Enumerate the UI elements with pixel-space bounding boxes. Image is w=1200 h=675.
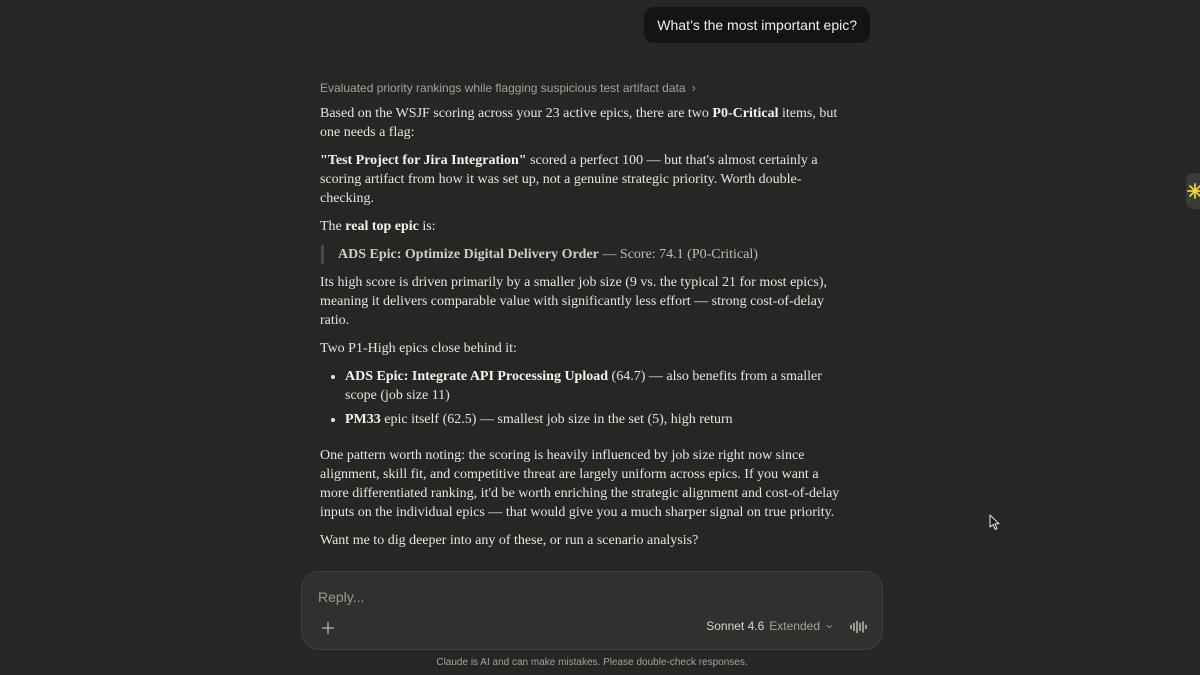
audio-waveform-icon[interactable]	[848, 617, 868, 637]
chevron-right-icon: ›	[691, 80, 696, 95]
thinking-summary-text: Evaluated priority rankings while flagging suspicious test artifact data	[320, 80, 686, 95]
list-item: • ADS Epic: Integrate API Processing Upload (64.7) — also benefits from a smaller scope (job size 11)	[345, 367, 850, 405]
user-message-bubble: What’s the most important epic?	[644, 7, 870, 43]
mouse-cursor-icon	[989, 514, 1001, 531]
response-paragraph: "Test Project for Jira Integration" scored a perfect 100 — but that's almost certainly a scoring artifact from how it was set up, not a genuine strategic priority. Worth double-checking.	[320, 153, 818, 206]
thinking-summary-toggle[interactable]	[320, 80, 696, 95]
p1-epics-list	[320, 367, 850, 429]
response-paragraph: Want me to dig deeper into any of these, or run a scenario analysis?	[320, 533, 699, 548]
assistant-response	[320, 104, 850, 559]
chevron-down-icon	[825, 622, 834, 631]
response-paragraph: Based on the WSJF scoring across your 23 active epics, there are two P0-Critical items, but one needs a flag:	[320, 106, 838, 140]
model-name: Sonnet 4.6	[706, 619, 765, 633]
response-paragraph: Two P1-High epics close behind it:	[320, 341, 517, 356]
response-paragraph: Its high score is driven primarily by a smaller job size (9 vs. the typical 21 for most epics), meaning it delivers comparable value with significantly less effort — strong cost-of-delay ratio.	[320, 275, 827, 328]
model-selector[interactable]	[706, 619, 834, 633]
response-paragraph: One pattern worth noting: the scoring is heavily influenced by job size right now since alignment, skill fit, and competitive threat are largely uniform across epics. If you want a more differentiated ranking, it'd be worth enriching the strategic alignment and cost-of-delay inputs on the individual epics — that would give you a much sharper signal on true priority.	[320, 448, 840, 520]
claude-sparkle-icon[interactable]	[1186, 173, 1200, 209]
model-mode: Extended	[769, 619, 820, 633]
top-epic-blockquote: ADS Epic: Optimize Digital Delivery Order — Score: 74.1 (P0-Critical)	[321, 245, 850, 264]
disclaimer-text: Claude is AI and can make mistakes. Please double-check responses.	[436, 657, 748, 668]
plus-icon[interactable]	[316, 616, 340, 640]
list-item: • PM33 epic itself (62.5) — smallest job size in the set (5), high return	[345, 410, 850, 429]
reply-composer	[301, 571, 883, 650]
response-paragraph: The real top epic is:	[320, 219, 436, 234]
reply-input[interactable]	[318, 587, 858, 607]
